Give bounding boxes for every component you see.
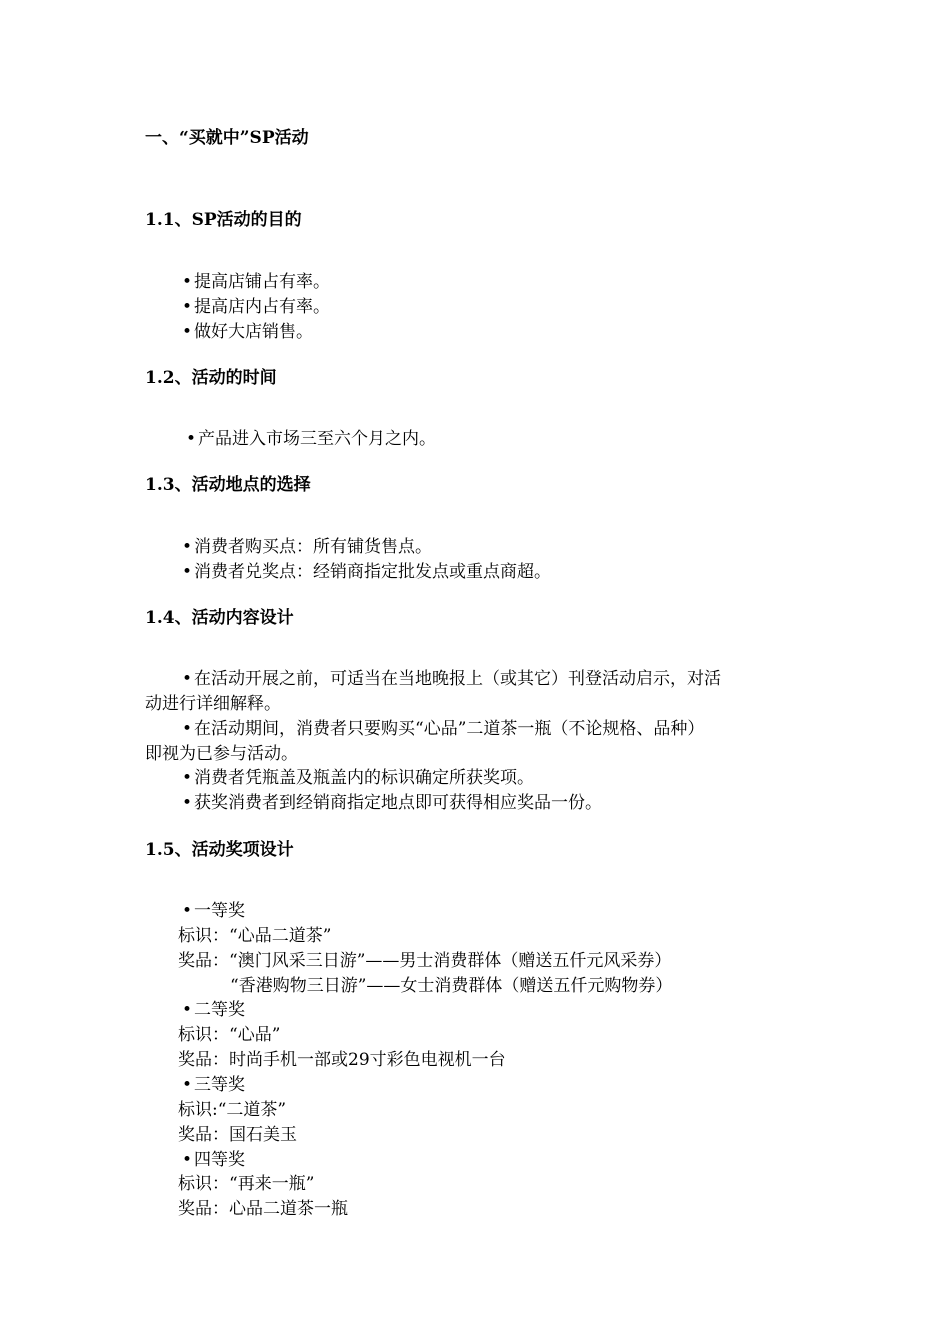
- paragraph-line: 即视为已参与活动。: [145, 744, 298, 764]
- prize-detail: 奖品：心品二道茶一瓶: [178, 1199, 348, 1219]
- prize-name: • 四等奖: [182, 1148, 245, 1172]
- section-heading-1-4: 1.4、活动内容设计: [145, 608, 294, 628]
- prize-mark: 标识：“心品二道茶”: [178, 926, 332, 946]
- paragraph-line: • 消费者凭瓶盖及瓶盖内的标识确定所获奖项。: [182, 766, 534, 790]
- paragraph-line: • 在活动开展之前，可适当在当地晚报上（或其它）刊登活动启示，对活: [182, 667, 721, 691]
- document-title: 一、“买就中”SP活动: [145, 128, 309, 148]
- prize-detail: 奖品：时尚手机一部或29寸彩色电视机一台: [178, 1050, 506, 1070]
- list-item: • 消费者兑奖点：经销商指定批发点或重点商超。: [182, 560, 551, 584]
- paragraph-line: 动进行详细解释。: [145, 694, 281, 714]
- list-item: • 提高店内占有率。: [182, 295, 330, 319]
- paragraph-line: • 在活动期间，消费者只要购买“心品”二道茶一瓶（不论规格、品种）: [182, 717, 704, 741]
- prize-detail: 奖品：国石美玉: [178, 1125, 297, 1145]
- prize-mark: 标识：“心品”: [178, 1025, 281, 1045]
- list-item: • 消费者购买点：所有铺货售点。: [182, 535, 432, 559]
- list-item: • 提高店铺占有率。: [182, 270, 330, 294]
- prize-name: • 二等奖: [182, 998, 245, 1022]
- section-heading-1-1: 1.1、SP活动的目的: [145, 210, 302, 230]
- prize-mark: 标识:“二道茶”: [178, 1100, 287, 1120]
- prize-mark: 标识：“再来一瓶”: [178, 1174, 315, 1194]
- prize-name: • 一等奖: [182, 899, 245, 923]
- section-heading-1-2: 1.2、活动的时间: [145, 368, 277, 388]
- prize-detail: “香港购物三日游”——女士消费群体（赠送五仟元购物券）: [230, 976, 673, 996]
- section-heading-1-5: 1.5、活动奖项设计: [145, 840, 294, 860]
- list-item: • 做好大店销售。: [182, 320, 313, 344]
- prize-name: • 三等奖: [182, 1073, 245, 1097]
- paragraph-line: • 获奖消费者到经销商指定地点即可获得相应奖品一份。: [182, 791, 602, 815]
- list-item: • 产品进入市场三至六个月之内。: [186, 427, 436, 451]
- prize-detail: 奖品：“澳门风采三日游”——男士消费群体（赠送五仟元风采券）: [178, 951, 672, 971]
- section-heading-1-3: 1.3、活动地点的选择: [145, 475, 311, 495]
